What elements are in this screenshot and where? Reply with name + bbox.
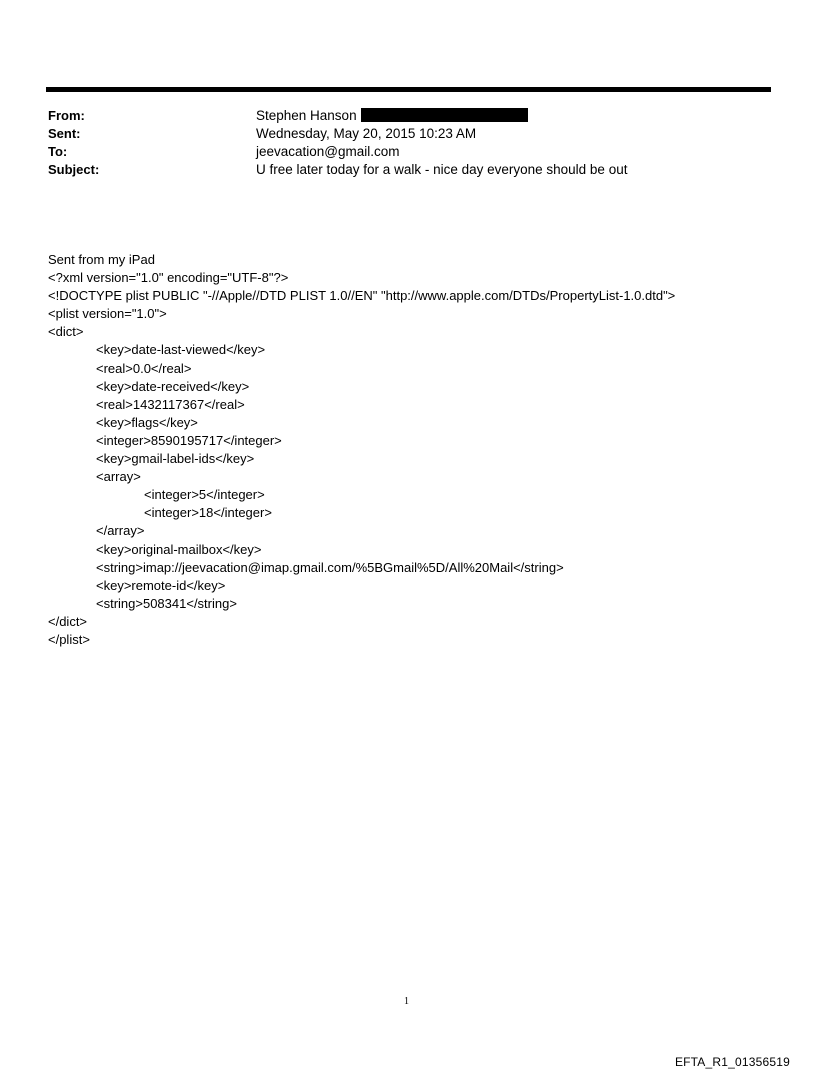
- plist-line: <plist version="1.0">: [48, 306, 167, 322]
- from-value: [256, 107, 528, 125]
- bates-number: EFTA_R1_01356519: [674, 1055, 790, 1069]
- from-label: From:: [48, 108, 85, 123]
- plist-line: </plist>: [48, 631, 90, 647]
- plist-line: <?xml version="1.0" encoding="UTF-8"?>: [48, 270, 289, 286]
- to-value: jeevacation@gmail.com: [256, 144, 400, 159]
- plist-line: <key>remote-id</key>: [96, 577, 226, 593]
- redaction-bar: [361, 108, 528, 122]
- email-body: [48, 251, 675, 649]
- plist-line: <real>0.0</real>: [96, 360, 192, 376]
- header-rule: [46, 87, 771, 92]
- plist-line: <real>1432117367</real>: [96, 396, 245, 412]
- plist-line: <dict>: [48, 324, 84, 340]
- subject-value: U free later today for a walk - nice day everyone should be out: [256, 162, 628, 177]
- plist-line: <integer>8590195717</integer>: [96, 432, 282, 448]
- sender-name: Stephen Hanson: [256, 108, 357, 123]
- plist-line: </array>: [96, 523, 145, 539]
- subject-label: Subject:: [48, 162, 100, 177]
- sent-value: Wednesday, May 20, 2015 10:23 AM: [256, 126, 477, 141]
- plist-line: <key>date-last-viewed</key>: [96, 342, 266, 358]
- plist-line: <array>: [96, 469, 141, 485]
- plist-line: <key>flags</key>: [96, 414, 198, 430]
- plist-line: <key>original-mailbox</key>: [96, 541, 262, 557]
- plist-line: <integer>18</integer>: [144, 505, 272, 521]
- to-label: To:: [48, 144, 68, 159]
- page-number: 1: [404, 996, 409, 1007]
- plist-line: <!DOCTYPE plist PUBLIC "-//Apple//DTD PLIST 1.0//EN" "http://www.apple.com/DTDs/PropertyList-1.0.dtd">: [48, 288, 676, 304]
- signature-line: Sent from my iPad: [48, 252, 155, 267]
- plist-line: <key>date-received</key>: [96, 378, 250, 394]
- sent-label: Sent:: [48, 126, 81, 141]
- plist-line: <string>508341</string>: [96, 595, 237, 611]
- plist-line: <integer>5</integer>: [144, 487, 265, 503]
- plist-line: </dict>: [48, 613, 88, 629]
- plist-line: <key>gmail-label-ids</key>: [96, 451, 255, 467]
- plist-line: <string>imap://jeevacation@imap.gmail.com/%5BGmail%5D/All%20Mail</string>: [96, 559, 564, 575]
